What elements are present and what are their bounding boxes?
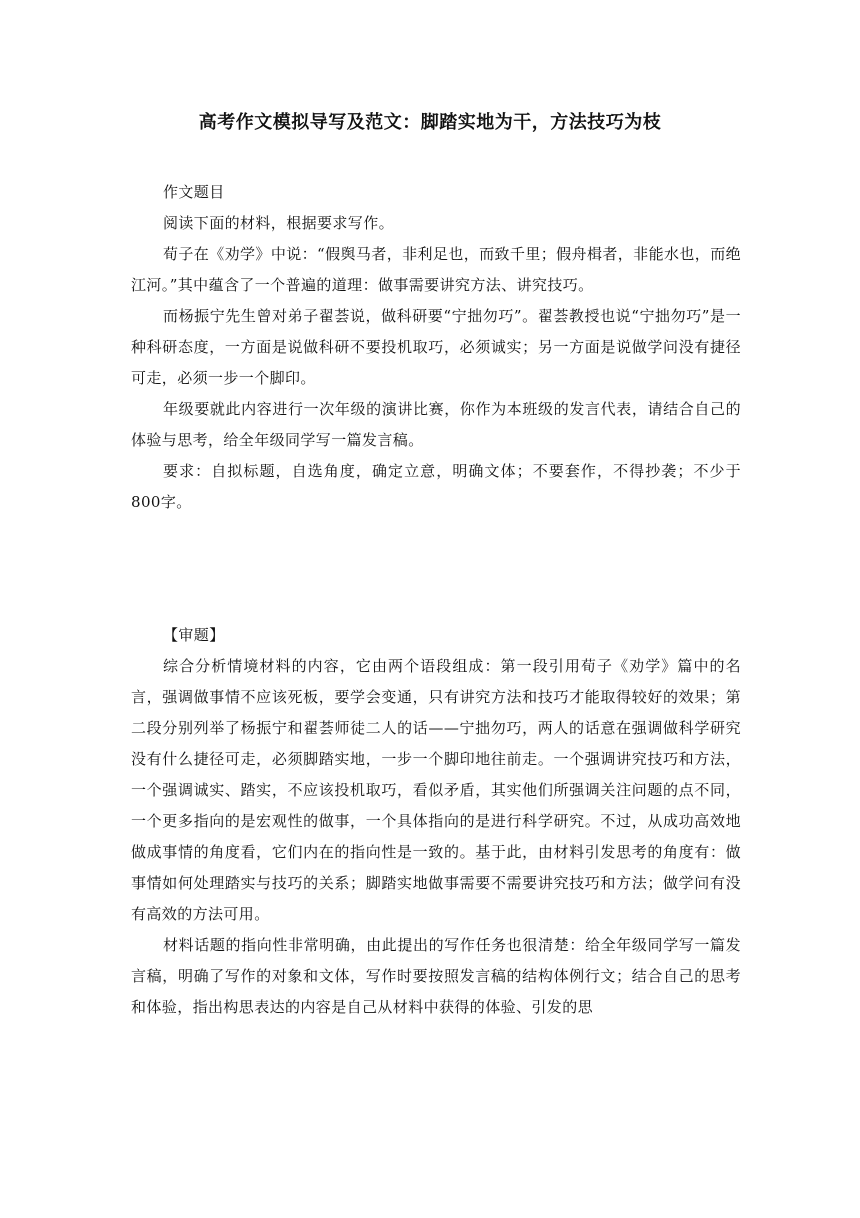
- prompt-paragraph-4: 年级要就此内容进行一次年级的演讲比赛，你作为本班级的发言代表，请结合自己的体验与思考，给全年级同学写一篇发言稿。: [131, 400, 741, 449]
- analysis-paragraph-2: 材料话题的指向性非常明确，由此提出的写作任务也很清楚：给全年级同学写一篇发言稿，明确了写作的对象和文体，写作时要按照发言稿的结构体例行文；结合自己的思考和体验，指出构思表达的内容是自己从材料中获得的体验、引发的思: [131, 936, 741, 1016]
- prompt-section: [131, 177, 741, 518]
- analysis-heading: 【审题】: [163, 626, 225, 644]
- prompt-paragraph-1: 阅读下面的材料，根据要求写作。: [163, 214, 395, 232]
- analysis-section: [131, 620, 741, 1023]
- prompt-paragraph-2: 荀子在《劝学》中说：“假舆马者，非利足也，而致千里；假舟楫者，非能水也，而绝江河。”其中蕴含了一个普遍的道理：做事需要讲究方法、讲究技巧。: [131, 245, 741, 294]
- prompt-heading: 作文题目: [163, 183, 225, 201]
- analysis-paragraph-1: 综合分析情境材料的内容，它由两个语段组成：第一段引用荀子《劝学》篇中的名言，强调做事情不应该死板，要学会变通，只有讲究方法和技巧才能取得较好的效果；第二段分别列举了杨振宁和翟荟师徒二人的话——宁拙勿巧，两人的话意在强调做科学研究没有什么捷径可走，必须脚踏实地，一步一个脚印地往前走。一个强调讲究技巧和方法，一个强调诚实、踏实，不应该投机取巧，看似矛盾，其实他们所强调关注问题的点不同，一个更多指向的是宏观性的做事，一个具体指向的是进行科学研究。不过，从成功高效地做成事情的角度看，它们内在的指向性是一致的。基于此，由材料引发思考的角度有：做事情如何处理踏实与技巧的关系；脚踏实地做事需要不需要讲究技巧和方法；做学问有没有高效的方法可用。: [131, 657, 741, 923]
- prompt-paragraph-5: 要求：自拟标题，自选角度，确定立意，明确文体；不要套作，不得抄袭；不少于800字。: [131, 462, 741, 511]
- prompt-paragraph-3: 而杨振宁先生曾对弟子翟荟说，做科研要“宁拙勿巧”。翟荟教授也说“宁拙勿巧”是一种科研态度，一方面是说做科研不要投机取巧，必须诚实；另一方面是说做学问没有捷径可走，必须一步一个脚印。: [131, 307, 741, 387]
- document-title: 高考作文模拟导写及范文：脚踏实地为干，方法技巧为枝: [198, 112, 662, 133]
